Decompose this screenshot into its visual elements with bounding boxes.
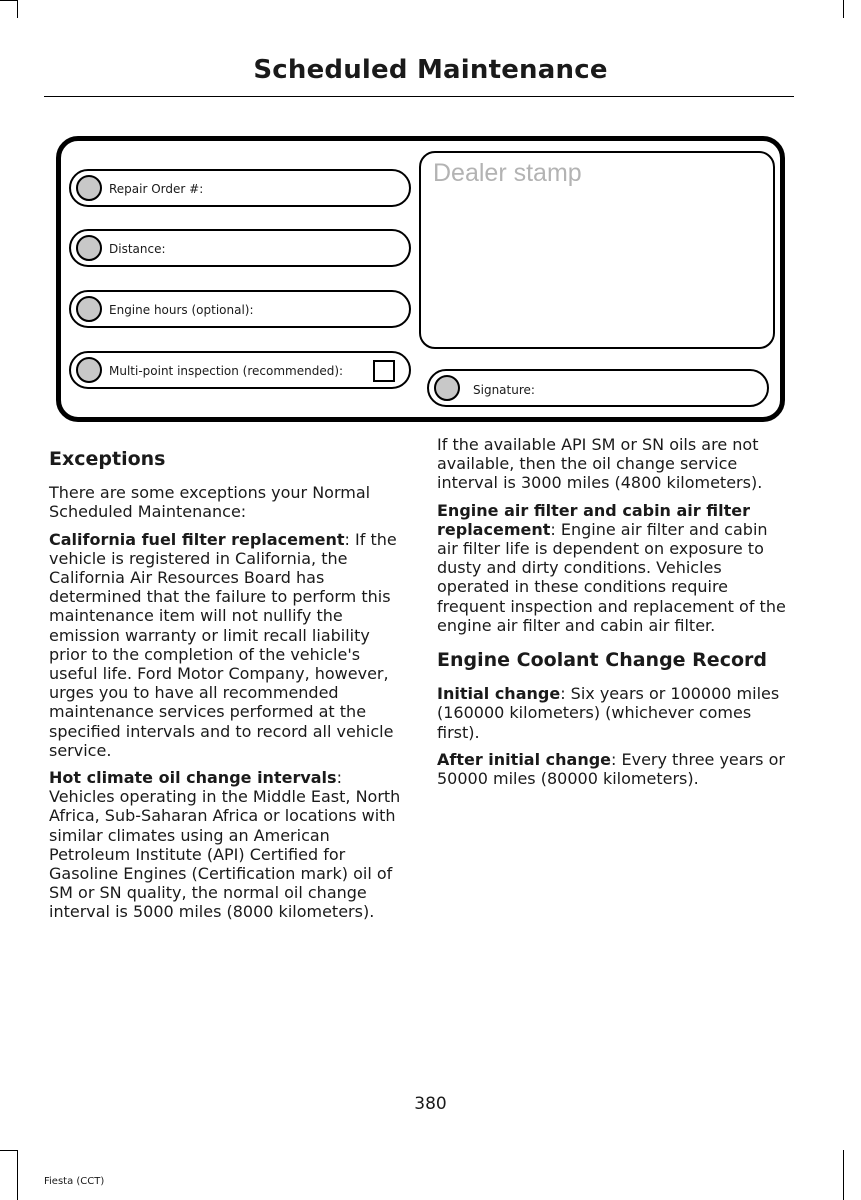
crop-mark xyxy=(0,1150,18,1151)
after-initial-change-paragraph xyxy=(437,750,792,788)
coolant-heading: Engine Coolant Change Record xyxy=(437,649,767,672)
air-filter-title: Engine air filter and cabin air filter replacement xyxy=(437,500,750,539)
multipoint-inspection-checkbox[interactable] xyxy=(373,360,395,382)
initial-change-paragraph xyxy=(437,684,792,742)
after-initial-change-title: After initial change xyxy=(437,749,612,769)
dealer-stamp-box xyxy=(419,151,775,349)
distance-field[interactable] xyxy=(69,229,411,267)
engine-hours-field[interactable] xyxy=(69,290,411,328)
field-marker-icon xyxy=(76,296,102,322)
field-marker-icon xyxy=(76,175,102,201)
footer-model: Fiesta (CCT) xyxy=(44,1176,105,1187)
crop-mark xyxy=(843,0,844,18)
repair-order-label: Repair Order #: xyxy=(109,182,204,196)
air-filter-paragraph xyxy=(437,501,792,635)
right-column xyxy=(437,435,792,796)
california-paragraph xyxy=(49,530,404,760)
multipoint-inspection-label: Multi-point inspection (recommended): xyxy=(109,364,344,378)
air-filter-text: : Engine air filter and cabin air filter life is dependent on exposure to dusty and dirty conditions. Vehicles operated in these conditions require frequent inspection and replacement of the engine air filter and cabin air filter. xyxy=(437,519,786,635)
initial-change-text: : Six years or 100000 miles (160000 kilometers) (whichever comes first). xyxy=(437,684,780,742)
hot-climate-title: Hot climate oil change intervals xyxy=(49,768,337,788)
hot-climate-text: : Vehicles operating in the Middle East, North Africa, Sub-Saharan Africa or locations with similar climates using an American Petroleum Institute (API) Certified for Gasoline Engines (Certification mark) oil of SM or SN quality, the normal oil change interval is 5000 miles (8000 kilometers). xyxy=(49,768,401,922)
crop-mark xyxy=(843,1150,844,1200)
crop-mark xyxy=(0,0,18,1)
hot-climate-paragraph xyxy=(49,768,404,922)
signature-field[interactable] xyxy=(427,369,769,407)
california-text: : If the vehicle is registered in California, the California Air Resources Board has determined that the failure to perform this maintenance item will not nullify the emission warranty or limit recall liability prior to the completion of the vehicle's useful life. Ford Motor Company, however, urges you to have all recommended maintenance services performed at the specified intervals and to record all vehicle service. xyxy=(49,529,397,760)
signature-label: Signature: xyxy=(473,383,535,397)
page-title: Scheduled Maintenance xyxy=(253,55,608,85)
field-marker-icon xyxy=(434,375,460,401)
field-marker-icon xyxy=(76,235,102,261)
distance-label: Distance: xyxy=(109,242,166,256)
maintenance-record-card xyxy=(56,136,785,422)
multipoint-inspection-field xyxy=(69,351,411,389)
california-title: California fuel filter replacement xyxy=(49,529,345,549)
engine-hours-label: Engine hours (optional): xyxy=(109,303,254,317)
page-number: 380 xyxy=(414,1094,447,1114)
crop-mark xyxy=(17,0,18,18)
initial-change-title: Initial change xyxy=(437,684,561,704)
left-column xyxy=(49,450,404,930)
title-rule xyxy=(44,96,794,97)
after-initial-change-text: : Every three years or 50000 miles (80000 kilometers). xyxy=(437,749,785,789)
exceptions-heading: Exceptions xyxy=(49,448,166,470)
repair-order-field[interactable] xyxy=(69,169,411,207)
exceptions-intro: There are some exceptions your Normal Scheduled Maintenance: xyxy=(49,483,371,522)
crop-mark xyxy=(17,1150,18,1200)
api-availability-paragraph: If the available API SM or SN oils are not available, then the oil change service interval is 3000 miles (4800 kilometers). xyxy=(437,435,763,493)
dealer-stamp-label: Dealer stamp xyxy=(433,159,582,187)
field-marker-icon xyxy=(76,357,102,383)
